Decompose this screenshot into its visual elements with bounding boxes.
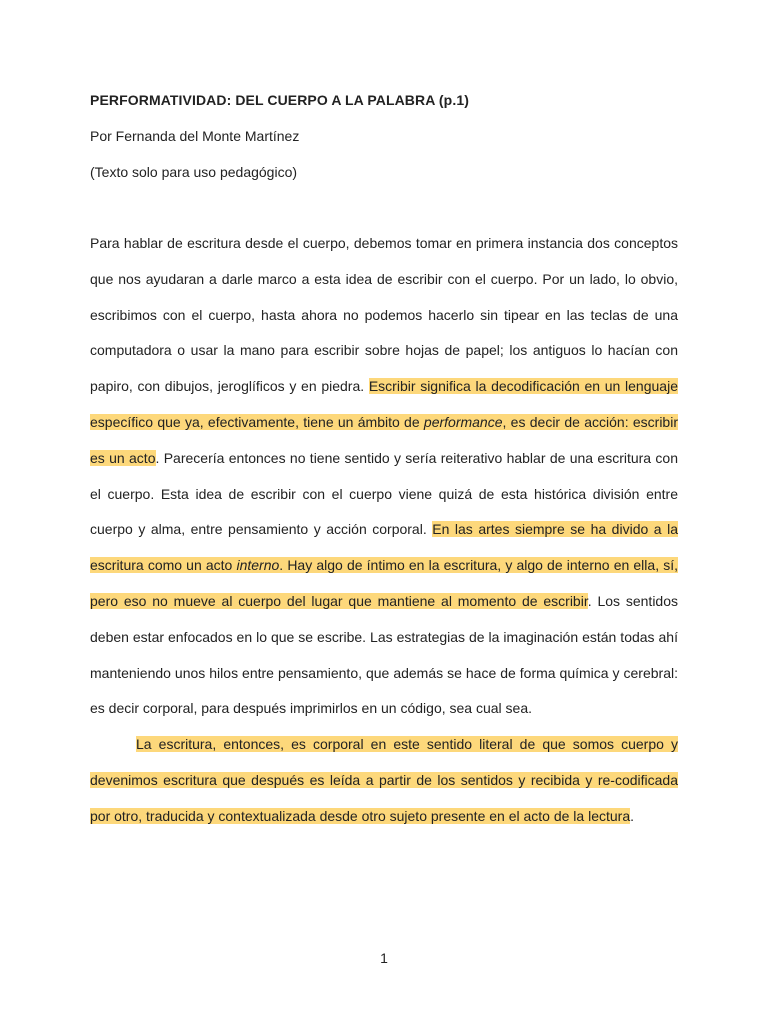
page-number: 1 xyxy=(380,950,388,966)
document-author: Por Fernanda del Monte Martínez xyxy=(90,128,300,144)
text-run: . Los sentidos deben estar enfocados en lo que se escribe. Las estrategias de la imaginación están todas ahí manteniendo unos hilos entre pensamiento, que además se hace de forma química y cerebral: es decir corporal, para después imprimirlos en un código, sea cual sea. xyxy=(90,592,679,717)
text-run: Para hablar de escritura desde el cuerpo, debemos tomar en primera instancia dos conceptos que nos ayudaran a darle marco a esta idea de escribir con el cuerpo. Por un lado, lo obvio, escribimos con el cuerpo, hasta ahora no podemos hacerlo sin tipear en las teclas de una computadora o usar la mano para escribir sobre hojas de papel; los antiguos lo hacían con papiro, con dibujos, jeroglíficos y en piedra. xyxy=(90,235,678,395)
text-run: . Parecería entonces no tiene sentido y sería reiterativo hablar de una escritura con el cuerpo. Esta idea de escribir con el cuerpo viene quizá de esta histórica división entre cuerpo y alma, entre pensamiento y acción corporal. xyxy=(90,449,678,538)
document-title: PERFORMATIVIDAD: DEL CUERPO A LA PALABRA (p.1) xyxy=(90,92,469,108)
paragraph xyxy=(90,226,678,727)
text-run: . xyxy=(630,807,635,824)
highlighted-text: La escritura, entonces, es corporal en este sentido literal de que somos cuerpo y devenimos escritura que después es leída a partir de los sentidos y recibida y re-codificada por otro, traducida y contextualizada desde otro sujeto presente en el acto de la lectura xyxy=(90,736,678,824)
highlighted-text: . Hay algo de íntimo en la escritura, y algo de interno en ella, sí, pero eso no mueve al cuerpo del lugar que mantiene al momento de escribir xyxy=(90,557,678,609)
body-text xyxy=(90,226,678,835)
highlighted-text: En las artes siempre se ha divido a la escritura como un acto xyxy=(90,521,678,574)
highlighted-text: performance xyxy=(423,413,503,430)
paragraph xyxy=(90,727,678,834)
usage-note: (Texto solo para uso pedagógico) xyxy=(90,164,298,180)
highlighted-text: Escribir significa la decodificación en un lenguaje específico que ya, efectivamente, tiene un ámbito de xyxy=(90,378,678,430)
highlighted-text: interno xyxy=(236,557,280,574)
highlighted-text: , es decir de acción: escribir es un acto xyxy=(90,413,678,466)
